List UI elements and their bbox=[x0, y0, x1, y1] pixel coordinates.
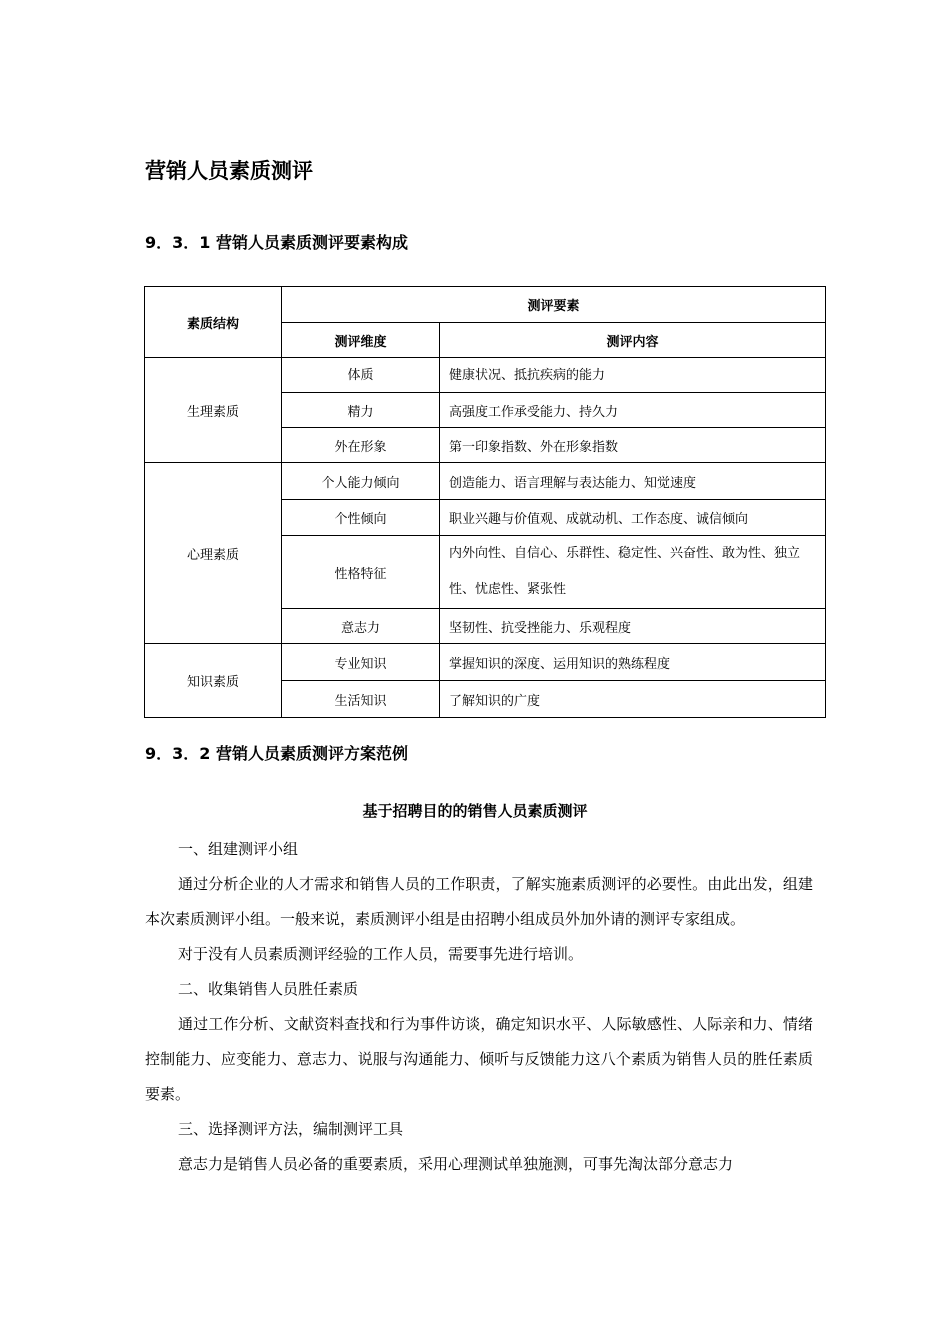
paragraph-heading: 二、收集销售人员胜任素质 bbox=[178, 980, 359, 998]
paragraph-heading: 一、组建测评小组 bbox=[178, 840, 299, 858]
content-cell: 掌握知识的深度、运用知识的熟练程度 bbox=[440, 644, 826, 681]
paragraph: 通过分析企业的人才需求和销售人员的工作职责，了解实施素质测评的必要性。由此出发，组建本次素质测评小组。一般来说，素质测评小组是由招聘小组成员外加外请的测评专家组成。 bbox=[145, 875, 813, 928]
paragraph-heading: 三、选择测评方法，编制测评工具 bbox=[178, 1120, 404, 1138]
dimension-cell: 专业知识 bbox=[282, 644, 440, 681]
dimension-cell: 生活知识 bbox=[282, 681, 440, 718]
paragraph: 意志力是销售人员必备的重要素质，采用心理测试单独施测，可事先淘汰部分意志力 bbox=[178, 1155, 734, 1173]
content-cell: 第一印象指数、外在形象指数 bbox=[440, 428, 826, 463]
paragraph: 通过工作分析、文献资料查找和行为事件访谈，确定知识水平、人际敏感性、人际亲和力、情绪控制能力、应变能力、意志力、说服与沟通能力、倾听与反馈能力这八个素质为销售人员的胜任素质要素。 bbox=[145, 1015, 813, 1103]
dimension-cell: 个人能力倾向 bbox=[282, 463, 440, 500]
structure-cell: 生理素质 bbox=[145, 358, 282, 463]
dimension-cell: 外在形象 bbox=[282, 428, 440, 463]
header-dimension: 测评维度 bbox=[282, 323, 440, 358]
content-cell: 了解知识的广度 bbox=[440, 681, 826, 718]
page-title: 营销人员素质测评 bbox=[145, 159, 313, 183]
content-cell: 坚韧性、抗受挫能力、乐观程度 bbox=[440, 609, 826, 644]
content-cell: 创造能力、语言理解与表达能力、知觉速度 bbox=[440, 463, 826, 500]
quality-elements-table bbox=[144, 286, 826, 718]
dimension-cell: 精力 bbox=[282, 393, 440, 428]
example-subtitle: 基于招聘目的的销售人员素质测评 bbox=[362, 802, 588, 820]
content-cell: 内外向性、自信心、乐群性、稳定性、兴奋性、敢为性、独立性、忧虑性、紧张性 bbox=[440, 536, 826, 609]
paragraph: 对于没有人员素质测评经验的工作人员，需要事先进行培训。 bbox=[178, 945, 584, 963]
content-cell: 健康状况、抵抗疾病的能力 bbox=[440, 358, 826, 393]
structure-cell: 心理素质 bbox=[145, 463, 282, 644]
dimension-cell: 意志力 bbox=[282, 609, 440, 644]
header-elements: 测评要素 bbox=[282, 287, 826, 323]
header-content: 测评内容 bbox=[440, 323, 826, 358]
section-heading-9-3-2: 9．3．2 营销人员素质测评方案范例 bbox=[145, 744, 408, 763]
content-cell: 职业兴趣与价值观、成就动机、工作态度、诚信倾向 bbox=[440, 500, 826, 536]
content-cell: 高强度工作承受能力、持久力 bbox=[440, 393, 826, 428]
body-text bbox=[145, 832, 813, 1182]
dimension-cell: 体质 bbox=[282, 358, 440, 393]
dimension-cell: 性格特征 bbox=[282, 536, 440, 609]
section-heading-9-3-1: 9．3．1 营销人员素质测评要素构成 bbox=[145, 233, 408, 252]
header-structure: 素质结构 bbox=[145, 287, 282, 358]
dimension-cell: 个性倾向 bbox=[282, 500, 440, 536]
structure-cell: 知识素质 bbox=[145, 644, 282, 718]
